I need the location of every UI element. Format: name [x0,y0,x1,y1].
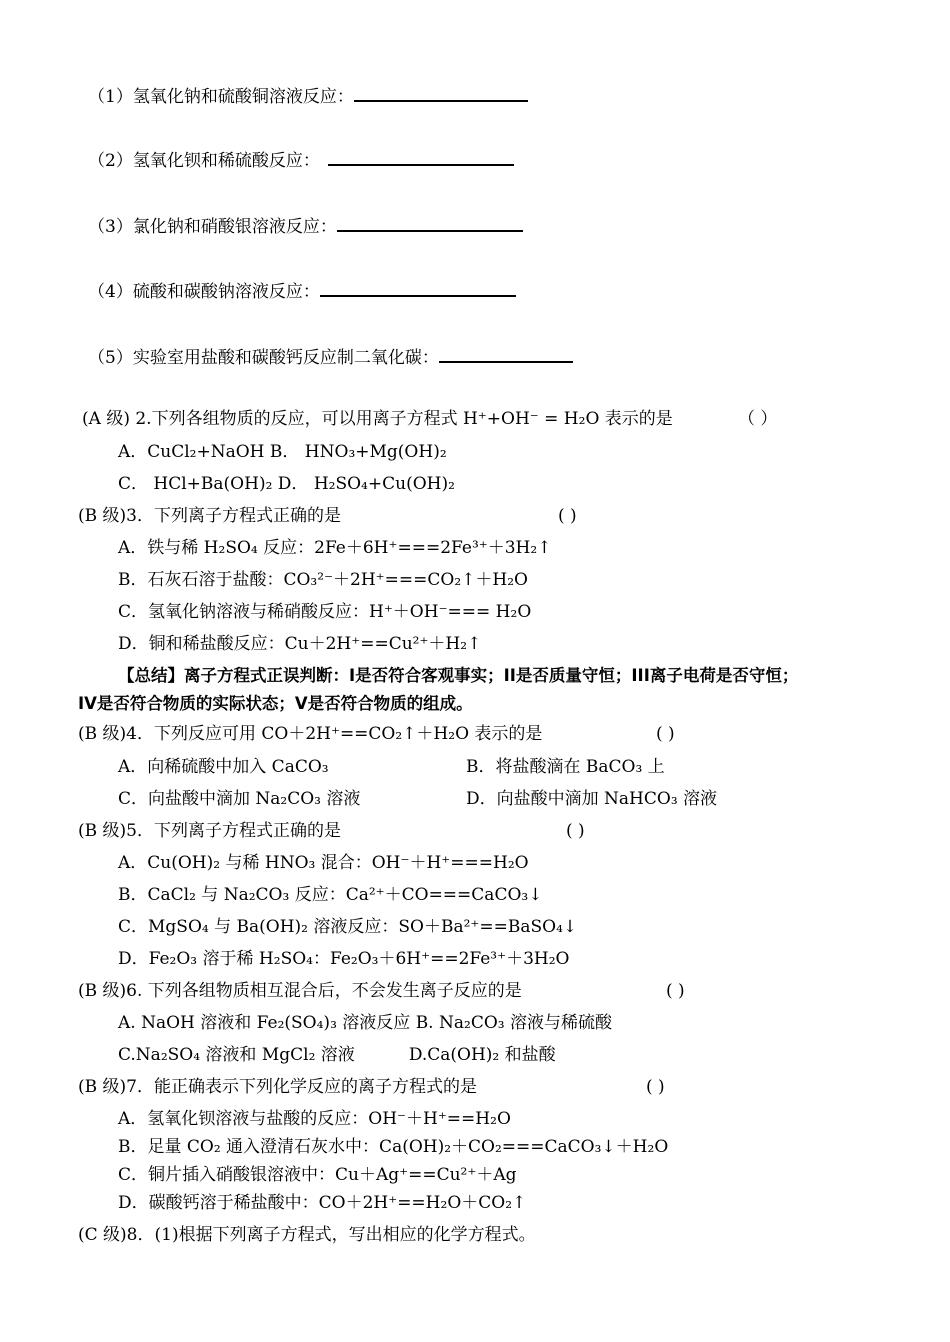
fill-item-4 [88,281,516,303]
q6-stem: (B 级)6. 下列各组物质相互混合后，不会发生离子反应的是 [78,981,522,1001]
fill-item-2 [88,150,514,172]
q4-option-b: B．将盐酸滴在 BaCO₃ 上 [466,757,665,777]
answer-blank[interactable] [328,150,514,166]
q5-option-a: A．Cu(OH)₂ 与稀 HNO₃ 混合：OH⁻＋H⁺===H₂O [118,853,529,873]
q4-option-c: C．向盐酸中滴加 Na₂CO₃ 溶液 [118,789,361,809]
fill-item-1 [88,86,528,108]
q3-option-b: B．石灰石溶于盐酸：CO₃²⁻＋2H⁺===CO₂↑＋H₂O [118,570,528,590]
summary-line-1: 【总结】离子方程式正误判断：I是否符合客观事实；II是否质量守恒；III离子电荷是否守恒； [118,666,799,685]
q8-stem: (C 级)8．(1)根据下列离子方程式，写出相应的化学方程式。 [78,1225,536,1245]
q3-option-d: D．铜和稀盐酸反应：Cu＋2H⁺==Cu²⁺＋H₂↑ [118,634,482,654]
answer-blank[interactable] [354,86,528,102]
q3-option-c: C．氢氧化钠溶液与稀硝酸反应：H⁺＋OH⁻=== H₂O [118,602,532,622]
q7-option-b: B．足量 CO₂ 通入澄清石灰水中：Ca(OH)₂＋CO₂===CaCO₃↓＋H₂O [118,1137,669,1157]
q3-option-a: A．铁与稀 H₂SO₄ 反应：2Fe＋6H⁺===2Fe³⁺＋3H₂↑ [118,538,552,558]
q7-stem: (B 级)7．能正确表示下列化学反应的离子方程式的是 [78,1077,477,1097]
q6-options-line-2: C.Na₂SO₄ 溶液和 MgCl₂ 溶液 D.Ca(OH)₂ 和盐酸 [118,1045,556,1065]
q5-stem: (B 级)5．下列离子方程式正确的是 [78,821,341,841]
fill-item-label: （5）实验室用盐酸和碳酸钙反应制二氧化碳： [88,348,439,368]
q5-option-b: B．CaCl₂ 与 Na₂CO₃ 反应：Ca²⁺＋CO===CaCO₃↓ [118,885,543,905]
q2-options-line-2: C． HCl+Ba(OH)₂ D． H₂SO₄+Cu(OH)₂ [118,474,455,494]
answer-blank[interactable] [337,216,523,232]
answer-blank[interactable] [320,281,516,297]
q2-answer-paren[interactable]: （ ） [738,409,778,429]
q7-answer-paren[interactable]: ( ) [646,1077,665,1097]
fill-item-label: （4）硫酸和碳酸钠溶液反应： [88,282,320,302]
summary-line-2: IV是否符合物质的实际状态；V是否符合物质的组成。 [78,694,473,713]
fill-item-3 [88,216,523,238]
q4-option-a: A．向稀硫酸中加入 CaCO₃ [118,757,329,777]
fill-item-5 [88,347,573,369]
q5-answer-paren[interactable]: ( ) [566,821,585,841]
q3-stem: (B 级)3．下列离子方程式正确的是 [78,506,341,526]
q5-option-d: D．Fe₂O₃ 溶于稀 H₂SO₄：Fe₂O₃＋6H⁺==2Fe³⁺＋3H₂O [118,949,570,969]
q3-answer-paren[interactable]: ( ) [558,506,577,526]
fill-item-label: （3）氯化钠和硝酸银溶液反应： [88,217,337,237]
q4-option-d: D．向盐酸中滴加 NaHCO₃ 溶液 [466,789,718,809]
q6-options-line-1: A. NaOH 溶液和 Fe₂(SO₄)₃ 溶液反应 B. Na₂CO₃ 溶液与稀硫酸 [118,1013,612,1033]
q7-option-a: A．氢氧化钡溶液与盐酸的反应：OH⁻＋H⁺==H₂O [118,1109,511,1129]
q7-option-d: D．碳酸钙溶于稀盐酸中：CO＋2H⁺==H₂O＋CO₂↑ [118,1193,527,1213]
fill-item-label: （1）氢氧化钠和硫酸铜溶液反应： [88,87,354,107]
q4-answer-paren[interactable]: ( ) [656,724,675,744]
q4-stem: (B 级)4．下列反应可用 CO＋2H⁺==CO₂↑＋H₂O 表示的是 [78,724,543,744]
q7-option-c: C．铜片插入硝酸银溶液中：Cu＋Ag⁺==Cu²⁺＋Ag [118,1165,517,1185]
q2-stem: (A 级) 2.下列各组物质的反应，可以用离子方程式 H⁺+OH⁻ = H₂O 表示的是 [82,409,673,429]
fill-item-label: （2）氢氧化钡和稀硫酸反应： [88,151,320,171]
answer-blank[interactable] [439,347,573,363]
q5-option-c: C．MgSO₄ 与 Ba(OH)₂ 溶液反应：SO＋Ba²⁺==BaSO₄↓ [118,917,578,937]
q6-answer-paren[interactable]: ( ) [666,981,685,1001]
q2-options-line-1: A．CuCl₂+NaOH B． HNO₃+Mg(OH)₂ [118,442,447,462]
